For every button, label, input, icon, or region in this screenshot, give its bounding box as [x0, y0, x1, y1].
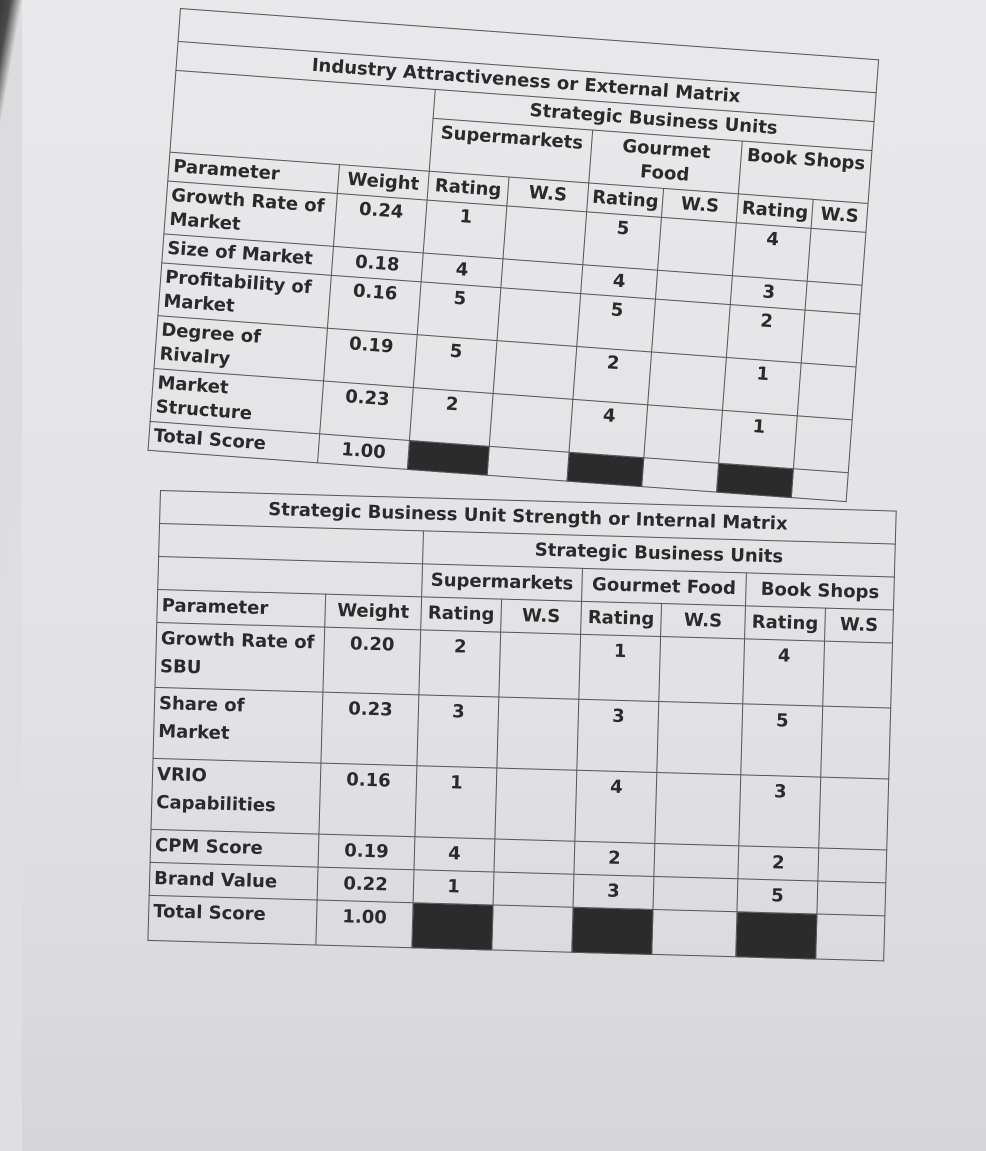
rating-cell: 4	[414, 837, 495, 872]
internal-col-ws-2: W.S	[661, 604, 746, 639]
rating-cell: 4	[743, 639, 825, 706]
external-col-weight: Weight	[337, 165, 429, 201]
ws-cell	[653, 876, 738, 911]
ws-cell	[818, 848, 887, 883]
internal-col-ws-1: W.S	[501, 599, 582, 634]
rating-cell: 3	[417, 695, 499, 768]
parameter-cell: Size of Market	[162, 234, 334, 275]
external-sbu-header: Strategic Business Units	[433, 89, 874, 150]
ws-cell	[823, 641, 893, 708]
rating-cell: 1	[579, 634, 661, 701]
ws-cell	[652, 909, 737, 956]
rating-cell: 1	[413, 870, 494, 905]
ws-cell	[648, 352, 727, 410]
rating-cell: 4	[732, 223, 811, 281]
rating-cell: 2	[573, 346, 652, 404]
rating-cell: 5	[417, 282, 501, 341]
weight-cell: 0.19	[318, 834, 415, 870]
rating-cell: 1	[722, 357, 801, 415]
rating-cell: 4	[569, 399, 648, 457]
rating-cell: 3	[739, 775, 821, 848]
weight-cell: 0.22	[317, 867, 414, 903]
blacked-out-cell	[736, 912, 817, 959]
ws-cell	[499, 632, 581, 699]
internal-col-rating-2: Rating	[581, 601, 662, 636]
total-weight-cell: 1.00	[318, 434, 410, 470]
external-col-rating-1: Rating	[427, 171, 509, 206]
parameter-cell: VRIO Capabilities	[151, 758, 321, 834]
ws-cell	[658, 217, 737, 275]
rating-cell: 5	[413, 335, 497, 394]
rating-cell: 4	[421, 253, 503, 288]
internal-col-ws-3: W.S	[825, 608, 894, 643]
rating-cell: 1	[423, 200, 507, 259]
rating-cell: 3	[573, 874, 654, 909]
external-unit-book-shops: Book Shops	[738, 141, 872, 203]
parameter-cell: Share of Market	[153, 687, 323, 763]
internal-sbu-header: Strategic Business Units	[423, 531, 896, 577]
parameter-cell: Growth Rate of Market	[164, 181, 337, 246]
blacked-out-cell	[407, 440, 489, 475]
internal-matrix-title: Strategic Business Unit Strength or Internal Matrix	[160, 491, 897, 545]
parameter-cell: Market Structure	[150, 369, 323, 434]
rating-cell: 2	[409, 388, 493, 447]
total-score-label: Total Score	[148, 895, 317, 945]
ws-cell	[652, 299, 731, 357]
ws-cell	[805, 281, 862, 314]
weight-cell: 0.16	[319, 763, 417, 837]
external-matrix-title: Industry Attractiveness or External Matrix	[176, 41, 876, 121]
ws-cell	[797, 363, 856, 420]
blacked-out-cell	[572, 907, 653, 954]
ws-cell	[495, 768, 577, 841]
total-score-label: Total Score	[148, 421, 320, 462]
external-col-ws-1: W.S	[507, 177, 589, 212]
ws-cell	[817, 881, 886, 916]
internal-col-parameter: Parameter	[157, 589, 326, 627]
ws-cell	[503, 206, 587, 265]
internal-col-weight: Weight	[325, 594, 422, 630]
rating-cell: 5	[577, 294, 656, 352]
rating-cell: 5	[583, 212, 662, 270]
ws-cell	[654, 843, 739, 878]
ws-cell	[791, 469, 848, 502]
ws-cell	[655, 772, 741, 845]
ws-cell	[494, 839, 575, 874]
blacked-out-cell	[412, 903, 493, 950]
ws-cell	[497, 697, 579, 770]
rating-cell: 2	[419, 630, 501, 697]
internal-unit-supermarkets: Supermarkets	[422, 564, 583, 601]
weight-cell: 0.18	[331, 246, 423, 282]
rating-cell: 4	[575, 770, 657, 843]
external-col-rating-3: Rating	[736, 194, 813, 228]
internal-col-rating-1: Rating	[421, 597, 502, 632]
ws-cell	[659, 637, 745, 704]
rating-cell: 5	[737, 879, 818, 914]
ws-cell	[493, 872, 574, 907]
ws-cell	[492, 905, 573, 952]
external-col-parameter: Parameter	[168, 152, 340, 193]
external-col-rating-2: Rating	[587, 183, 664, 217]
ws-cell	[497, 288, 581, 347]
rating-cell: 2	[574, 841, 655, 876]
external-unit-gourmet-food: Gourmet Food	[589, 130, 742, 194]
ws-cell	[487, 446, 569, 481]
ws-cell	[793, 416, 852, 473]
ws-cell	[489, 393, 573, 452]
parameter-cell: Degree of Rivalry	[154, 316, 327, 381]
ws-cell	[801, 310, 860, 367]
external-unit-supermarkets: Supermarkets	[429, 118, 592, 183]
rating-cell: 3	[577, 699, 659, 772]
weight-cell: 0.23	[321, 692, 419, 766]
ws-cell	[644, 405, 723, 463]
internal-unit-book-shops: Book Shops	[745, 573, 894, 610]
parameter-cell: CPM Score	[150, 829, 319, 867]
internal-unit-gourmet-food: Gourmet Food	[582, 568, 747, 606]
ws-cell	[807, 228, 866, 285]
external-col-ws-2: W.S	[661, 188, 738, 222]
rating-cell: 5	[741, 704, 823, 777]
blacked-out-cell	[716, 463, 793, 497]
rating-cell: 4	[581, 265, 658, 299]
ws-cell	[816, 914, 885, 961]
rating-cell: 2	[738, 846, 819, 881]
rating-cell: 3	[730, 276, 807, 310]
ws-cell	[819, 777, 889, 850]
ws-cell	[657, 702, 743, 775]
weight-cell: 0.24	[333, 194, 427, 253]
rating-cell: 1	[415, 766, 497, 839]
rating-cell: 1	[719, 410, 798, 468]
ws-cell	[642, 458, 719, 492]
ws-cell	[493, 341, 577, 400]
external-col-ws-3: W.S	[811, 199, 868, 232]
blacked-out-cell	[567, 452, 644, 486]
rating-cell: 2	[726, 305, 805, 363]
parameter-cell: Profitability of Market	[158, 263, 331, 328]
weight-cell: 0.20	[323, 627, 421, 695]
weight-cell: 0.19	[324, 328, 418, 387]
parameter-cell: Brand Value	[149, 862, 318, 900]
weight-cell: 0.23	[320, 381, 414, 440]
internal-col-rating-3: Rating	[745, 606, 826, 641]
weight-cell: 0.16	[327, 275, 421, 334]
ws-cell	[821, 706, 891, 779]
total-weight-cell: 1.00	[316, 900, 413, 948]
parameter-cell: Growth Rate of SBU	[155, 622, 325, 692]
external-matrix-table	[147, 8, 879, 502]
internal-matrix-table	[147, 490, 896, 961]
